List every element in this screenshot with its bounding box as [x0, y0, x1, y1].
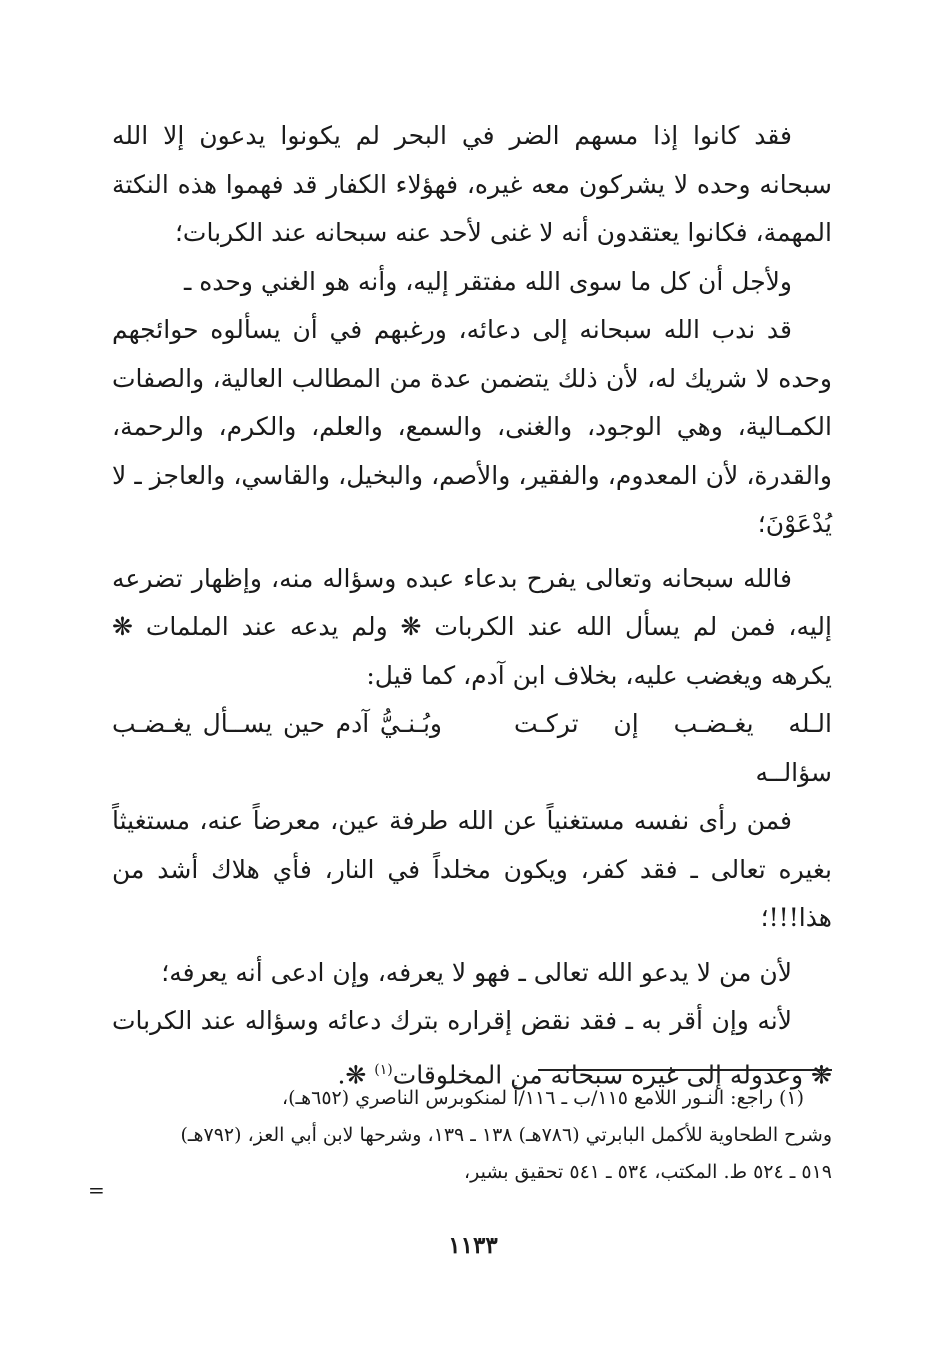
paragraph-4: فالله سبحانه وتعالى يفرح بدعاء عبده وسؤاله منه، وإظهار تضرعه إليه، فمن لم يسأل الله عند الكربات ❋ ولم يدعه عند الملمات ❋ يكرهه ويغضب عليه، بخلاف ابن آدم، كما قيل: [112, 563, 832, 690]
paragraph-7-end: ❋. [337, 1059, 375, 1089]
footnote-line-1: (١) راجع: النـور اللامع ١١٥/ب ـ ١١٦/أ لمنكوبرس الناصري (٦٥٢هـ)، [281, 1087, 804, 1109]
footnote-continuation-mark: = [88, 1178, 105, 1202]
footnote-separator [538, 1069, 832, 1071]
paragraph-3: قد ندب الله سبحانه إلى دعائه، ورغبهم في أن يسألوه حوائجهم وحده لا شريك له، لأن ذلك يتضمن عدة من المطالب العالية، والصفات الكمـالية، وهي الوجود، والغنى، والسمع، والعلم، والكرم، والرحمة، والقدرة، لأن المعدوم، والفقير، والأصم، والبخيل، والقاسي، والعاجز ـ لا يُدْعَوْنَ؛ [112, 315, 832, 538]
main-text [112, 112, 832, 1099]
footnotes [112, 1080, 832, 1191]
footnote-reference: (١) [374, 1061, 393, 1078]
page-number: ١١٣٣ [448, 1232, 498, 1259]
paragraph-2: ولأجل أن كل ما سوى الله مفتقر إليه، وأنه هو الغني وحده ـ [183, 266, 792, 296]
paragraph-7-text: لأنه وإن أقر به ـ فقد نقض إقراره بترك دعائه وسؤاله عند الكربات ❋ وعدوله إلى غيره سبحانه من المخلوقات [112, 1006, 832, 1089]
paragraph-5: فمن رأى نفسه مستغنياً عن الله طرفة عين، معرضاً عنه، مستغيثاً بغيره تعالى ـ فقد كفر، ويكون مخلداً في النار، فأي هلاك أشد من هذا!!!؛ [112, 806, 832, 932]
paragraph-1: فقد كانوا إذا مسهم الضر في البحر لم يكونوا يدعون إلا الله سبحانه وحده لا يشركون معه غيره، فهؤلاء الكفار قد فهموا هذه النكتة المهمة، فكانوا يعتقدون أنه لا غنى لأحد عنه سبحانه عند الكربات؛ [112, 121, 832, 247]
poetry-verse [112, 700, 832, 797]
verse-second-hemistich: وبُـنـيُّ آدم حين يســأل يغـضـب [112, 709, 442, 738]
footnote-line-3: ٥١٩ ـ ٥٢٤ ط. المكتب، ٥٣٤ ـ ٥٤١ تحقيق بشير، [463, 1161, 832, 1183]
footnote-line-2: وشرح الطحاوية للأكمل البابرتي (٧٨٦هـ) ١٣٨ ـ ١٣٩، وشرحها لابن أبي العز، (٧٩٢هـ) [180, 1124, 832, 1146]
paragraph-6: لأن من لا يدعو الله تعالى ـ فهو لا يعرفه، وإن ادعى أنه يعرفه؛ [161, 957, 792, 987]
verse-first-hemistich: الـله يغـضـب إن تركـت سؤالــه [514, 709, 832, 787]
